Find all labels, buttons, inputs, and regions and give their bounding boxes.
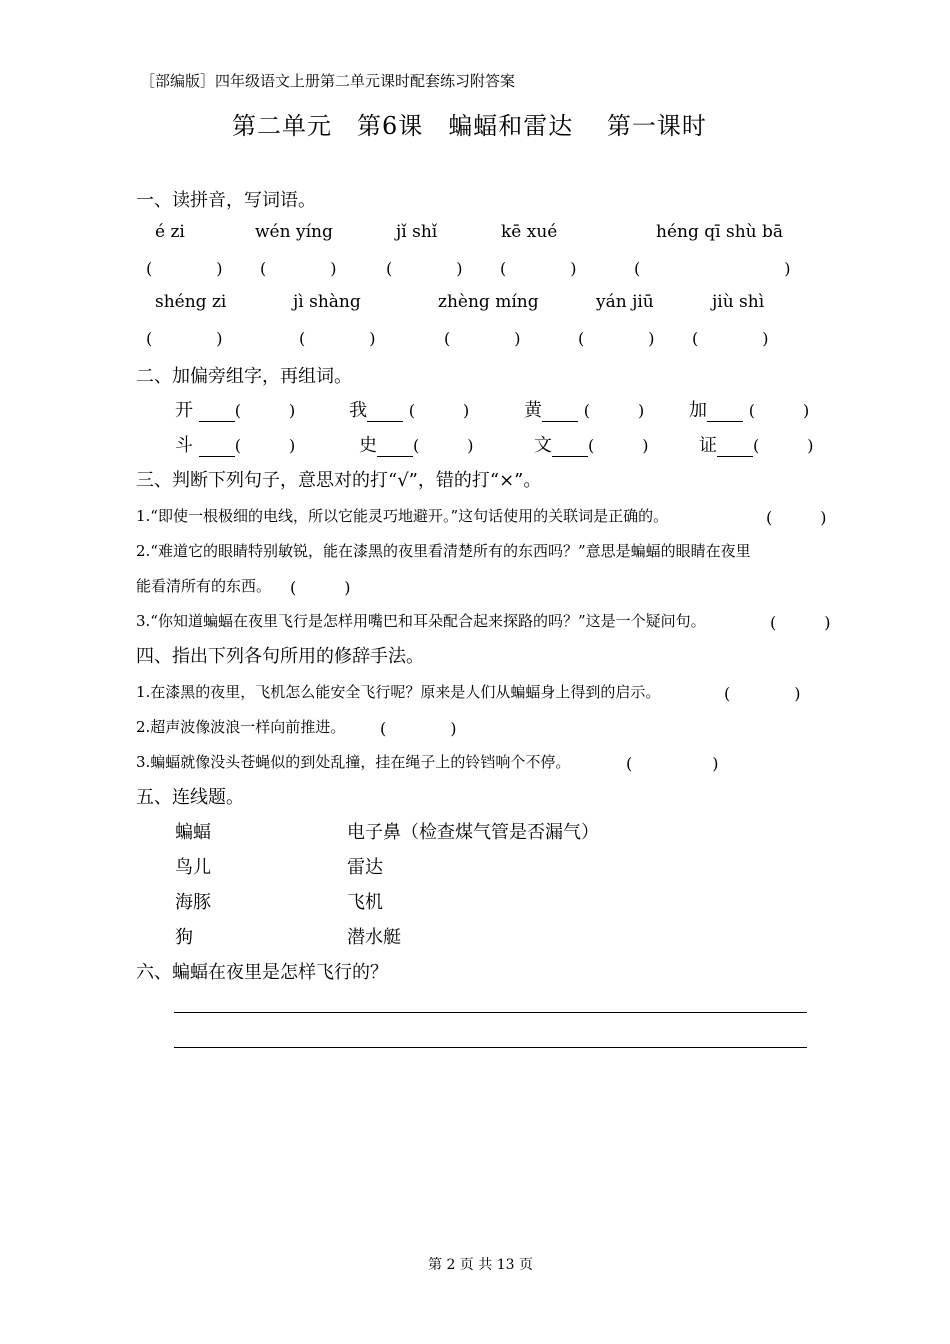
rhetoric-item-1: 1.在漆黑的夜里，飞机怎么能安全飞行呢？原来是人们从蝙蝠身上得到的启示。 (136, 683, 661, 701)
fill-blank[interactable] (199, 403, 235, 422)
rhetoric-answer-3[interactable]: ( ) (626, 754, 719, 773)
pinyin-2-1: shéng zi (155, 292, 227, 312)
match-left-item[interactable]: 鸟儿 (175, 857, 211, 878)
radical-char: 加 (689, 400, 707, 421)
fill-blank[interactable] (542, 403, 578, 422)
pinyin-1-4: kē xué (501, 222, 558, 242)
answer-blank[interactable]: ( ) (692, 329, 769, 348)
radical-char: 史 (359, 435, 377, 456)
match-right-item[interactable]: 潜水艇 (347, 927, 401, 948)
judge-item-2-cont: 能看清所有的东西。 (136, 577, 272, 595)
pinyin-2-3: zhèng míng (438, 292, 539, 312)
pinyin-2-4: yán jiū (596, 292, 654, 312)
pinyin-2-5: jiù shì (712, 292, 765, 312)
answer-blank[interactable]: ( ) (146, 259, 223, 278)
answer-blank[interactable]: ( ) (260, 259, 337, 278)
judge-answer-2[interactable]: ( ) (290, 578, 351, 597)
answer-blank[interactable]: ( ) (500, 259, 577, 278)
match-left-item[interactable]: 蝙蝠 (175, 822, 211, 843)
match-right-item[interactable]: 雷达 (347, 857, 383, 878)
rhetoric-answer-2[interactable]: ( ) (380, 719, 457, 738)
section-4-heading: 四、指出下列各句所用的修辞手法。 (136, 646, 424, 667)
match-right-item[interactable]: 电子鼻（检查煤气管是否漏气） (347, 822, 599, 843)
answer-line[interactable] (174, 1012, 807, 1013)
rhetoric-item-3: 3.蝙蝠就像没头苍蝇似的到处乱撞，挂在绳子上的铃铛响个不停。 (136, 753, 571, 771)
judge-answer-1[interactable]: ( ) (766, 508, 827, 527)
fill-blank[interactable] (717, 438, 753, 457)
section-3-heading: 三、判断下列句子，意思对的打“√”，错的打“×”。 (136, 470, 542, 491)
radical-char: 开 (175, 400, 193, 421)
rhetoric-item-2: 2.超声波像波浪一样向前推进。 (136, 718, 346, 736)
section-5-heading: 五、连线题。 (136, 787, 244, 808)
answer-blank[interactable]: ( ) (634, 259, 791, 278)
answer-blank[interactable]: ( ) (299, 329, 376, 348)
pinyin-1-5: héng qī shù bā (656, 222, 784, 242)
judge-item-3: 3.“你知道蝙蝠在夜里飞行是怎样用嘴巴和耳朵配合起来探路的吗？”这是一个疑问句。 (136, 612, 706, 630)
fill-blank[interactable] (367, 403, 403, 422)
answer-line[interactable] (174, 1047, 807, 1048)
radical-char: 黄 (524, 400, 542, 421)
fill-blank[interactable] (552, 438, 588, 457)
page-title: 第二单元 第6课 蝙蝠和雷达 第一课时 (232, 112, 707, 140)
radical-char: 文 (534, 435, 552, 456)
fill-blank[interactable] (707, 403, 743, 422)
document-header: ［部编版］四年级语文上册第二单元课时配套练习附答案 (140, 72, 516, 90)
fill-blank[interactable] (377, 438, 413, 457)
match-right-item[interactable]: 飞机 (347, 892, 383, 913)
pinyin-2-2: jì shàng (293, 292, 361, 312)
pinyin-1-3: jǐ shǐ (396, 222, 438, 242)
radical-char: 证 (699, 435, 717, 456)
answer-blank[interactable]: ( ) (444, 329, 521, 348)
section-6-heading: 六、蝙蝠在夜里是怎样飞行的？ (136, 962, 388, 983)
fill-blank[interactable] (199, 438, 235, 457)
page-footer: 第 2 页 共 13 页 (428, 1257, 533, 1273)
judge-item-2: 2.“难道它的眼睛特别敏锐，能在漆黑的夜里看清楚所有的东西吗？”意思是蝙蝠的眼睛在夜里 (136, 542, 751, 560)
radical-char: 我 (349, 400, 367, 421)
judge-answer-3[interactable]: ( ) (770, 613, 831, 632)
pinyin-1-1: é zi (155, 222, 185, 242)
answer-blank[interactable]: ( ) (146, 329, 223, 348)
answer-blank[interactable]: ( ) (578, 329, 655, 348)
section-1-heading: 一、读拼音，写词语。 (136, 190, 316, 211)
match-left-item[interactable]: 狗 (175, 927, 193, 948)
section-2-heading: 二、加偏旁组字，再组词。 (136, 366, 352, 387)
answer-blank[interactable]: ( ) (386, 259, 463, 278)
pinyin-1-2: wén yíng (255, 222, 333, 242)
match-left-item[interactable]: 海豚 (175, 892, 211, 913)
radical-char: 斗 (175, 435, 193, 456)
judge-item-1: 1.“即使一根极细的电线，所以它能灵巧地避开。”这句话使用的关联词是正确的。 (136, 507, 669, 525)
rhetoric-answer-1[interactable]: ( ) (724, 684, 801, 703)
